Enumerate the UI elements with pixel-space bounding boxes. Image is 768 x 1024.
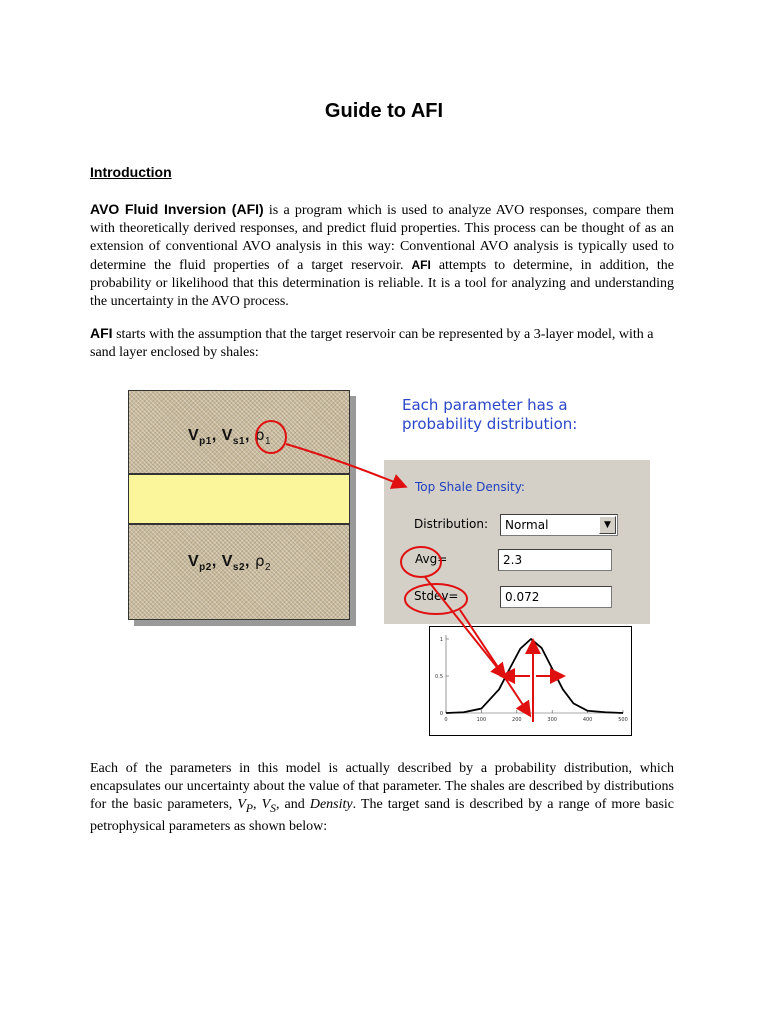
x-tick-label: 100 xyxy=(476,717,487,723)
para1-text-a: is a program which is used to analyze AVO responses, compare them with theoretically derived responses, and predict fluid properties. This process can be thought of as an extension of conventional AVO analysis in this way: Conventional AVO analysis is typically used to determine the fluid properties of a target reservoir. xyxy=(90,203,675,273)
top-layer-params: $V_{p1}$, $V_{s1}$, $\rho_1$ xyxy=(188,426,272,448)
three-layer-model xyxy=(128,390,350,620)
distribution-curve xyxy=(446,639,623,713)
x-tick-label: 500 xyxy=(618,717,628,723)
x-tick-label: 400 xyxy=(582,717,593,723)
stdev-label: Stdev= xyxy=(414,589,459,603)
y-tick-label: 1 xyxy=(439,637,443,643)
distribution-select[interactable]: Normal ▼ xyxy=(500,514,618,536)
chevron-down-icon[interactable]: ▼ xyxy=(599,516,616,534)
vp-symbol: $V_P$ xyxy=(237,797,254,815)
bottom-layer-params: $V_{p2}$, $V_{s2}$, $\rho_2$ xyxy=(188,552,272,574)
avg-input[interactable]: 2.3 xyxy=(498,549,612,571)
x-tick-label: 200 xyxy=(512,717,522,723)
page-title: Guide to AFI xyxy=(324,100,444,122)
x-tick-label: 300 xyxy=(547,717,557,723)
avg-label: Avg= xyxy=(415,552,448,566)
afi-term: AVO Fluid Inversion (AFI) xyxy=(90,201,264,217)
afi-abbrev-2: AFI xyxy=(90,325,113,341)
callout-title: Each parameter has a probability distribution: xyxy=(402,396,578,433)
afi-abbrev: AFI xyxy=(411,258,431,272)
distribution-label: Distribution: xyxy=(414,517,489,531)
panel-heading: Top Shale Density: xyxy=(415,480,525,494)
para2-text: starts with the assumption that the target reservoir can be represented by a 3-layer model, with a sand layer enclosed by shales: xyxy=(90,327,654,360)
y-tick-label: 0 xyxy=(439,711,443,717)
density-term: Density xyxy=(309,797,353,812)
parameters-paragraph: Each of the parameters in this model is actually described by a probability distribution, which encapsulates our uncertainty about the value of that parameter. The shales are described by distributions for the basic parameters, $V_P$, $V_S$, and Density. The target sand is described by a range of more basic petrophysical parameters as shown below: xyxy=(90,761,675,834)
distribution-plot-svg xyxy=(430,627,631,735)
y-tick-label: 0.5 xyxy=(435,674,443,680)
section-heading: Introduction xyxy=(90,164,172,180)
distribution-panel xyxy=(384,460,650,624)
x-tick-label: 0 xyxy=(444,717,448,723)
distribution-plot xyxy=(429,626,632,736)
vs-symbol: $V_S$ xyxy=(261,797,276,815)
para1-text-b: attempts to determine, in addition, the probability or likelihood that this determination is reliable. It is a tool for analyzing and understanding the uncertainty in the AVO process. xyxy=(90,258,674,309)
model-paragraph xyxy=(90,324,674,362)
sand-layer xyxy=(128,474,350,524)
intro-paragraph xyxy=(90,200,674,311)
stdev-input[interactable]: 0.072 xyxy=(500,586,612,608)
